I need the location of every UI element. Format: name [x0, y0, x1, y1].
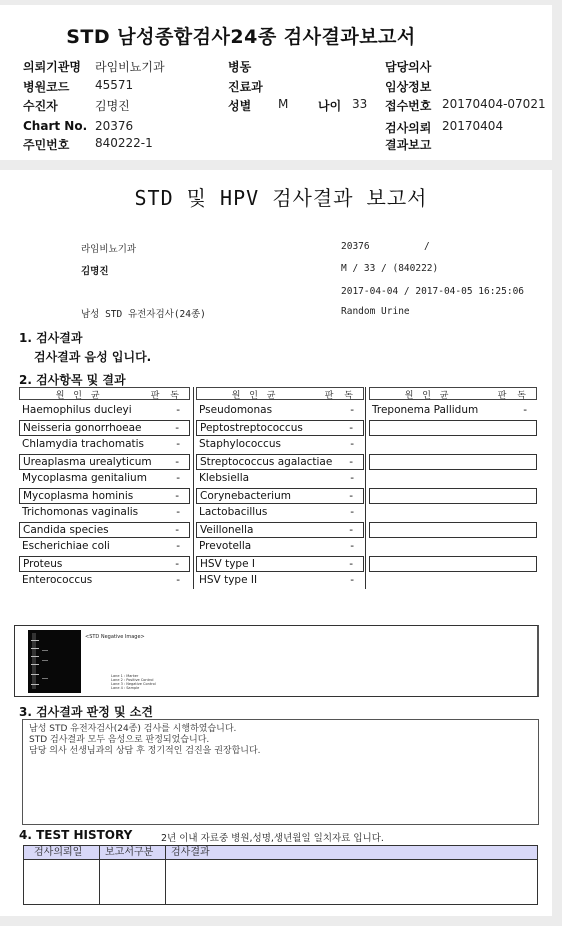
organism-name: Prevotella: [199, 540, 252, 552]
resident-id-label: 주민번호: [23, 138, 70, 152]
col3-header-name: 원 인 균: [404, 391, 452, 401]
gel-legend: [111, 674, 156, 690]
col3-header-judge: 판 독: [497, 391, 530, 401]
chart-no-label: Chart No.: [23, 119, 88, 133]
organism-result: -: [350, 540, 354, 552]
sex-value: M: [278, 97, 289, 111]
organism-result: -: [349, 422, 353, 434]
table-row: [19, 539, 190, 555]
age-value: 33: [352, 97, 368, 111]
table-row: [19, 488, 190, 504]
organism-name: Staphylococcus: [199, 438, 281, 450]
opinion-box: [22, 719, 539, 825]
gel-image-frame: [14, 625, 539, 697]
history-col-date: 검사의뢰일: [34, 847, 83, 858]
empty-row: [369, 488, 537, 504]
gel-caption: <STD Negative Image>: [85, 634, 145, 640]
organism-result: -: [350, 506, 354, 518]
gel-electrophoresis-image: [28, 630, 81, 693]
col1-header-name: 원 인 균: [55, 391, 103, 401]
table-row: [19, 437, 190, 453]
organism-name: Ureaplasma urealyticum: [23, 456, 152, 468]
doctor-label: 담당의사: [385, 60, 432, 74]
info-chart: 20376: [341, 241, 370, 252]
info-sex-age: M / 33 / (840222): [341, 263, 439, 274]
hospital-code-label: 병원코드: [23, 80, 70, 94]
info-specimen: Random Urine: [341, 306, 410, 317]
table-row: [196, 573, 364, 589]
hospital-code-value: 45571: [95, 78, 134, 92]
section2-title: 2. 검사항목 및 결과: [19, 373, 126, 387]
organism-name: Klebsiella: [199, 472, 250, 484]
request-date-label: 검사의뢰: [385, 121, 432, 135]
section1-title: 1. 검사결과: [19, 331, 83, 345]
table-row: [369, 403, 537, 419]
organism-result: -: [350, 404, 354, 416]
organism-name: Mycoplasma hominis: [23, 490, 134, 502]
organism-name: Haemophilus ducleyi: [22, 404, 132, 416]
table-row: [19, 454, 190, 470]
gel-legend-line: Lane 2 : Positive Control: [111, 678, 154, 682]
info-institution: 라임비뇨기과: [81, 244, 137, 255]
bottom-bar: [0, 916, 562, 926]
organism-name: Mycoplasma genitalium: [22, 472, 147, 484]
table-row: [19, 471, 190, 487]
organism-result: -: [176, 404, 180, 416]
table-row: [19, 403, 190, 419]
opinion-line: 남성 STD 유전자검사(24종) 검사를 시행하였습니다.: [29, 724, 237, 734]
organism-result: -: [176, 472, 180, 484]
institution-value: 라임비뇨기과: [95, 60, 165, 74]
table-row: [19, 505, 190, 521]
sex-label: 성별: [228, 99, 252, 113]
organism-result: -: [175, 490, 179, 502]
top-bar: [0, 0, 562, 5]
organism-result: -: [350, 438, 354, 450]
empty-row: [369, 522, 537, 538]
table-row: [196, 505, 364, 521]
clinical-info-label: 임상정보: [385, 80, 432, 94]
gel-legend-line: Lane 1 : Marker: [111, 674, 139, 678]
history-table: [23, 845, 538, 905]
table-row: [196, 488, 364, 504]
institution-label: 의뢰기관명: [23, 60, 81, 74]
organism-name: HSV type I: [200, 558, 255, 570]
receipt-no-value: 20170404-07021: [442, 97, 546, 111]
table-row: [196, 403, 364, 419]
request-date-value: 20170404: [442, 119, 504, 133]
history-note: 2년 이내 자료중 병원,성명,생년월일 일치자료 입니다.: [161, 833, 384, 844]
col2-header: [196, 387, 364, 400]
sub-report-title: STD 및 HPV 검사결과 보고서: [134, 186, 428, 210]
table-row: [196, 522, 364, 538]
col3-header: [369, 387, 537, 400]
info-patient: 김명진: [81, 266, 109, 277]
organism-result: -: [175, 422, 179, 434]
organism-result: -: [176, 438, 180, 450]
organism-name: Candida species: [23, 524, 109, 536]
organism-name: Chlamydia trachomatis: [22, 438, 145, 450]
empty-row: [369, 454, 537, 470]
organism-result: -: [350, 574, 354, 586]
table-row: [19, 573, 190, 589]
organism-name: Escherichiae coli: [22, 540, 110, 552]
col1-header-judge: 판 독: [150, 391, 183, 401]
col2-header-judge: 판 독: [324, 391, 357, 401]
organism-result: -: [349, 490, 353, 502]
table-row: [19, 522, 190, 538]
table-row: [19, 420, 190, 436]
organism-result: -: [349, 558, 353, 570]
organism-result: -: [523, 404, 527, 416]
report-date-label: 결과보고: [385, 138, 432, 152]
empty-row: [369, 556, 537, 572]
organism-result: -: [176, 540, 180, 552]
gel-legend-line: Lane 4 : Sample: [111, 686, 140, 690]
table-row: [196, 420, 364, 436]
organism-result: -: [349, 524, 353, 536]
organism-result: -: [175, 456, 179, 468]
organism-name: Enterococcus: [22, 574, 93, 586]
organism-name: Trichomonas vaginalis: [22, 506, 139, 518]
organism-name: Veillonella: [200, 524, 254, 536]
col1-header: [19, 387, 190, 400]
chart-no-value: 20376: [95, 119, 134, 133]
organism-name: Pseudomonas: [199, 404, 273, 416]
organism-name: Proteus: [23, 558, 63, 570]
organism-name: Neisseria gonorrhoeae: [23, 422, 142, 434]
organism-name: HSV type II: [199, 574, 258, 586]
section3-title: 3. 검사결과 판정 및 소견: [19, 705, 153, 719]
organism-name: Lactobacillus: [199, 506, 268, 518]
section4-title: 4. TEST HISTORY: [19, 828, 133, 842]
organism-name: Peptostreptococcus: [200, 422, 303, 434]
table-row: [196, 539, 364, 555]
right-margin: [552, 0, 562, 926]
organism-name: Corynebacterium: [200, 490, 291, 502]
report-title: STD 남성종합검사24종 검사결과보고서: [66, 26, 416, 48]
organism-result: -: [349, 456, 353, 468]
table-row: [196, 454, 364, 470]
empty-row: [369, 420, 537, 436]
history-col-result: 검사결과: [171, 847, 210, 858]
organism-name: Treponema Pallidum: [372, 404, 479, 416]
info-slash: /: [424, 241, 430, 252]
column-divider: [193, 387, 194, 589]
column-divider: [365, 387, 366, 589]
organism-result: -: [176, 574, 180, 586]
department-label: 진료과: [228, 80, 263, 94]
table-row: [196, 556, 364, 572]
gel-legend-line: Lane 3 : Negative Control: [111, 682, 156, 686]
ward-label: 병동: [228, 60, 252, 74]
result-summary: 검사결과 음성 입니다.: [34, 350, 152, 364]
history-divider: [165, 846, 166, 904]
organism-result: -: [176, 506, 180, 518]
receipt-no-label: 접수번호: [385, 99, 432, 113]
table-row: [196, 437, 364, 453]
info-test-name: 남성 STD 유전자검사(24종): [81, 309, 206, 320]
organism-result: -: [350, 472, 354, 484]
resident-id-value: 840222-1: [95, 136, 153, 150]
opinion-line: STD 검사결과 모두 음성으로 판정되었습니다.: [29, 735, 210, 745]
organism-result: -: [175, 558, 179, 570]
table-row: [196, 471, 364, 487]
organism-name: Streptococcus agalactiae: [200, 456, 333, 468]
organism-result: -: [175, 524, 179, 536]
section-separator: [0, 160, 562, 170]
col2-header-name: 원 인 균: [231, 391, 279, 401]
opinion-line: 담당 의사 선생님과의 상담 후 정기적인 검진을 권장합니다.: [29, 746, 261, 756]
info-dates: 2017-04-04 / 2017-04-05 16:25:06: [341, 286, 525, 297]
history-divider: [99, 846, 100, 904]
patient-value: 김명진: [95, 99, 130, 113]
patient-label: 수진자: [23, 99, 58, 113]
age-label: 나이: [318, 99, 342, 113]
table-row: [19, 556, 190, 572]
history-col-type: 보고서구분: [105, 847, 154, 858]
